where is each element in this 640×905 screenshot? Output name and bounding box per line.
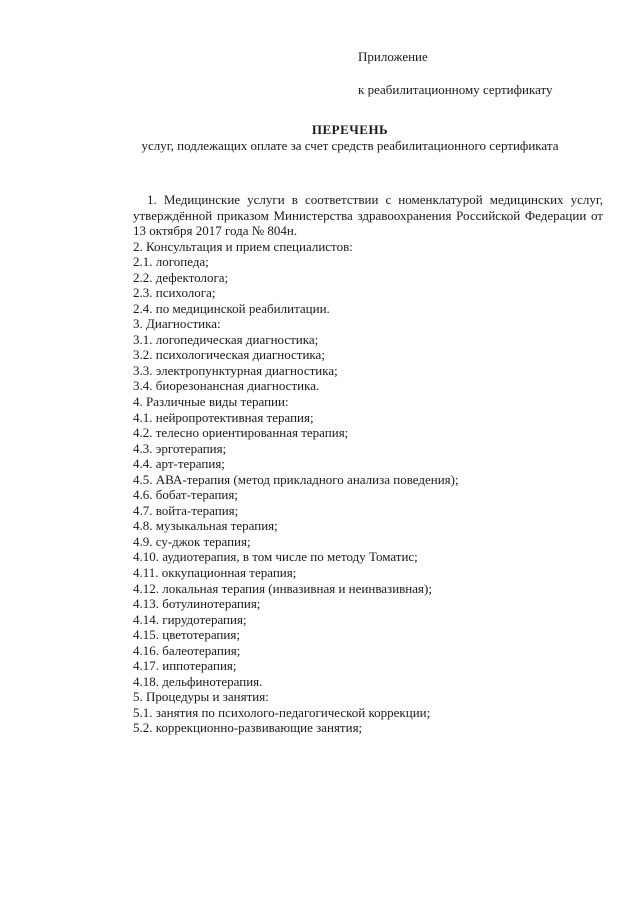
list-item: 4.16. балеотерапия; (133, 642, 241, 658)
list-item: 3. Диагностика: (133, 316, 221, 332)
list-item: 4.6. бобат-терапия; (133, 487, 238, 503)
list-item: 4.3. эрготерапия; (133, 440, 227, 456)
document-title: ПЕРЕЧЕНЬ (311, 122, 389, 137)
list-item: 4.11. оккупационная терапия; (133, 564, 297, 580)
intro-paragraph: 1. Медицинские услуги в соответствии с номенклатурой медицинских услуг, утверждённой приказом Министерства здравоохранения Российской Федерации от 13 октября 2017 года № 804н. (133, 192, 603, 238)
list-item: 4.17. иппотерапия; (133, 658, 237, 674)
list-item: 5. Процедуры и занятия: (133, 689, 269, 705)
list-item: 4.13. ботулинотерапия; (133, 596, 261, 612)
list-item: 2. Консультация и прием специалистов: (133, 238, 353, 254)
list-item: 3.1. логопедическая диагностика; (133, 331, 319, 347)
list-item: 5.2. коррекционно-развивающие занятия; (133, 720, 363, 736)
document-subtitle: услуг, подлежащих оплате за счет средств реабилитационного сертификата (141, 138, 559, 153)
list-item: 4.15. цветотерапия; (133, 627, 240, 643)
list-item: 4.1. нейропротективная терапия; (133, 409, 314, 425)
list-item: 4.7. войта-терапия; (133, 502, 239, 518)
list-item: 4. Различные виды терапии: (133, 393, 289, 409)
list-item: 3.4. биорезонансная диагностика. (133, 378, 320, 394)
list-item: 4.18. дельфинотерапия. (133, 673, 263, 689)
list-item: 3.2. психологическая диагностика; (133, 347, 325, 363)
services-list (133, 239, 603, 737)
list-item: 4.14. гирудотерапия; (133, 611, 247, 627)
list-item: 4.10. аудиотерапия, в том числе по методу Томатис; (133, 549, 418, 565)
appendix-reference: к реабилитационному сертификату (358, 82, 553, 97)
appendix-label: Приложение (358, 49, 428, 64)
list-item: 4.8. музыкальная терапия; (133, 518, 278, 534)
list-item: 4.9. су-джок терапия; (133, 533, 251, 549)
document-body (133, 192, 603, 736)
list-item: 2.2. дефектолога; (133, 269, 229, 285)
list-item: 2.1. логопеда; (133, 254, 209, 270)
list-item: 4.5. АВА-терапия (метод прикладного анализа поведения); (133, 471, 459, 487)
list-item: 2.4. по медицинской реабилитации. (133, 300, 330, 316)
list-item: 3.3. электропунктурная диагностика; (133, 362, 338, 378)
list-item: 4.2. телесно ориентированная терапия; (133, 425, 349, 441)
list-item: 5.1. занятия по психолого-педагогической коррекции; (133, 704, 431, 720)
list-item: 4.12. локальная терапия (инвазивная и неинвазивная); (133, 580, 432, 596)
list-item: 2.3. психолога; (133, 285, 216, 301)
list-item: 4.4. арт-терапия; (133, 456, 225, 472)
